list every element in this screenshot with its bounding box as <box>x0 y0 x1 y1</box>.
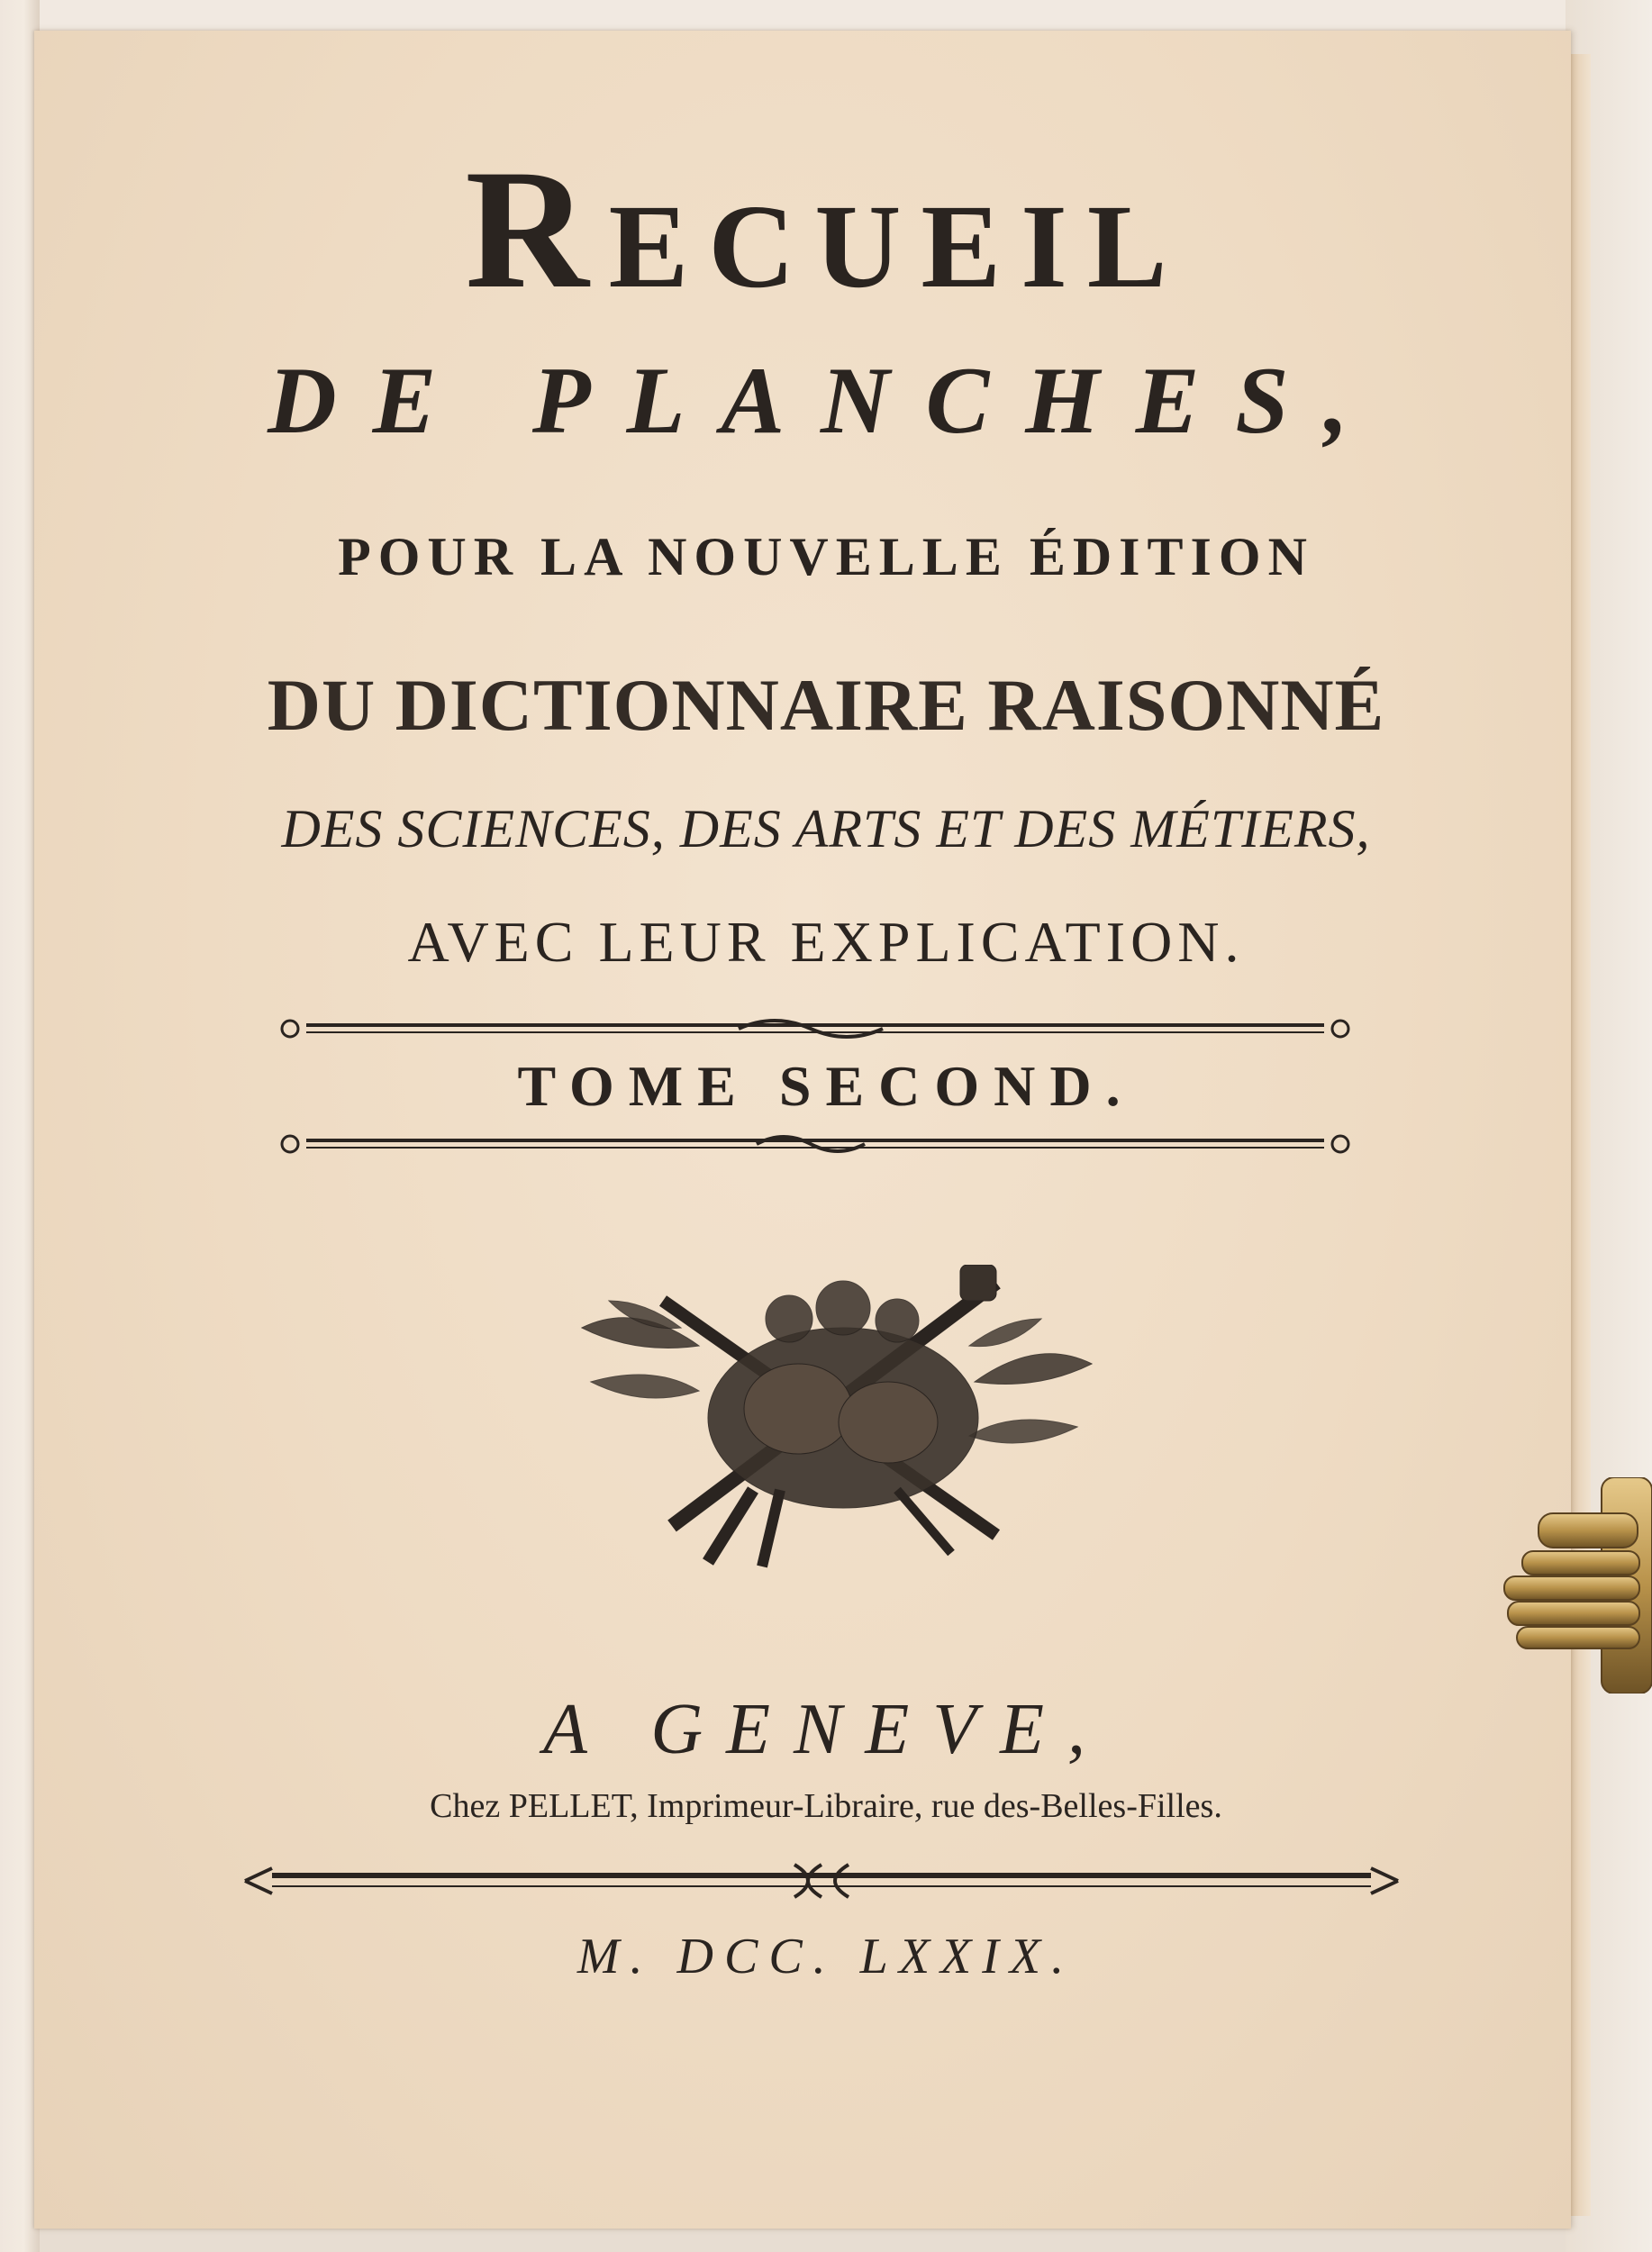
imprint-city: A GENEVE, <box>542 1690 1110 1769</box>
imprint-date: M. DCC. LXXIX. <box>576 1929 1076 1984</box>
book-subtitle: DE PLANCHES, <box>268 348 1384 453</box>
ornamental-rule-upper <box>270 1012 1360 1045</box>
brass-hand-clip <box>1495 1477 1652 1694</box>
volume-label: TOME SECOND. <box>517 1054 1135 1118</box>
edition-line: POUR LA NOUVELLE ÉDITION <box>338 527 1314 586</box>
subject-line: DES SCIENCES, DES ARTS ET DES MÉTIERS, <box>281 799 1371 858</box>
backdrop-top <box>0 0 1652 34</box>
imprint-publisher: Chez PELLET, Imprimeur-Libraire, rue des-Belles-Filles. <box>430 1787 1222 1825</box>
dictionary-line: DU DICTIONNAIRE RAISONNÉ <box>267 664 1385 746</box>
book-title: Recueil <box>465 135 1187 324</box>
ornamental-rule-lower <box>270 1128 1360 1160</box>
ornamental-rule-imprint <box>236 1859 1407 1902</box>
explanation-line: AVEC LEUR EXPLICATION. <box>407 910 1245 974</box>
woodcut-vignette <box>573 1265 1101 1576</box>
